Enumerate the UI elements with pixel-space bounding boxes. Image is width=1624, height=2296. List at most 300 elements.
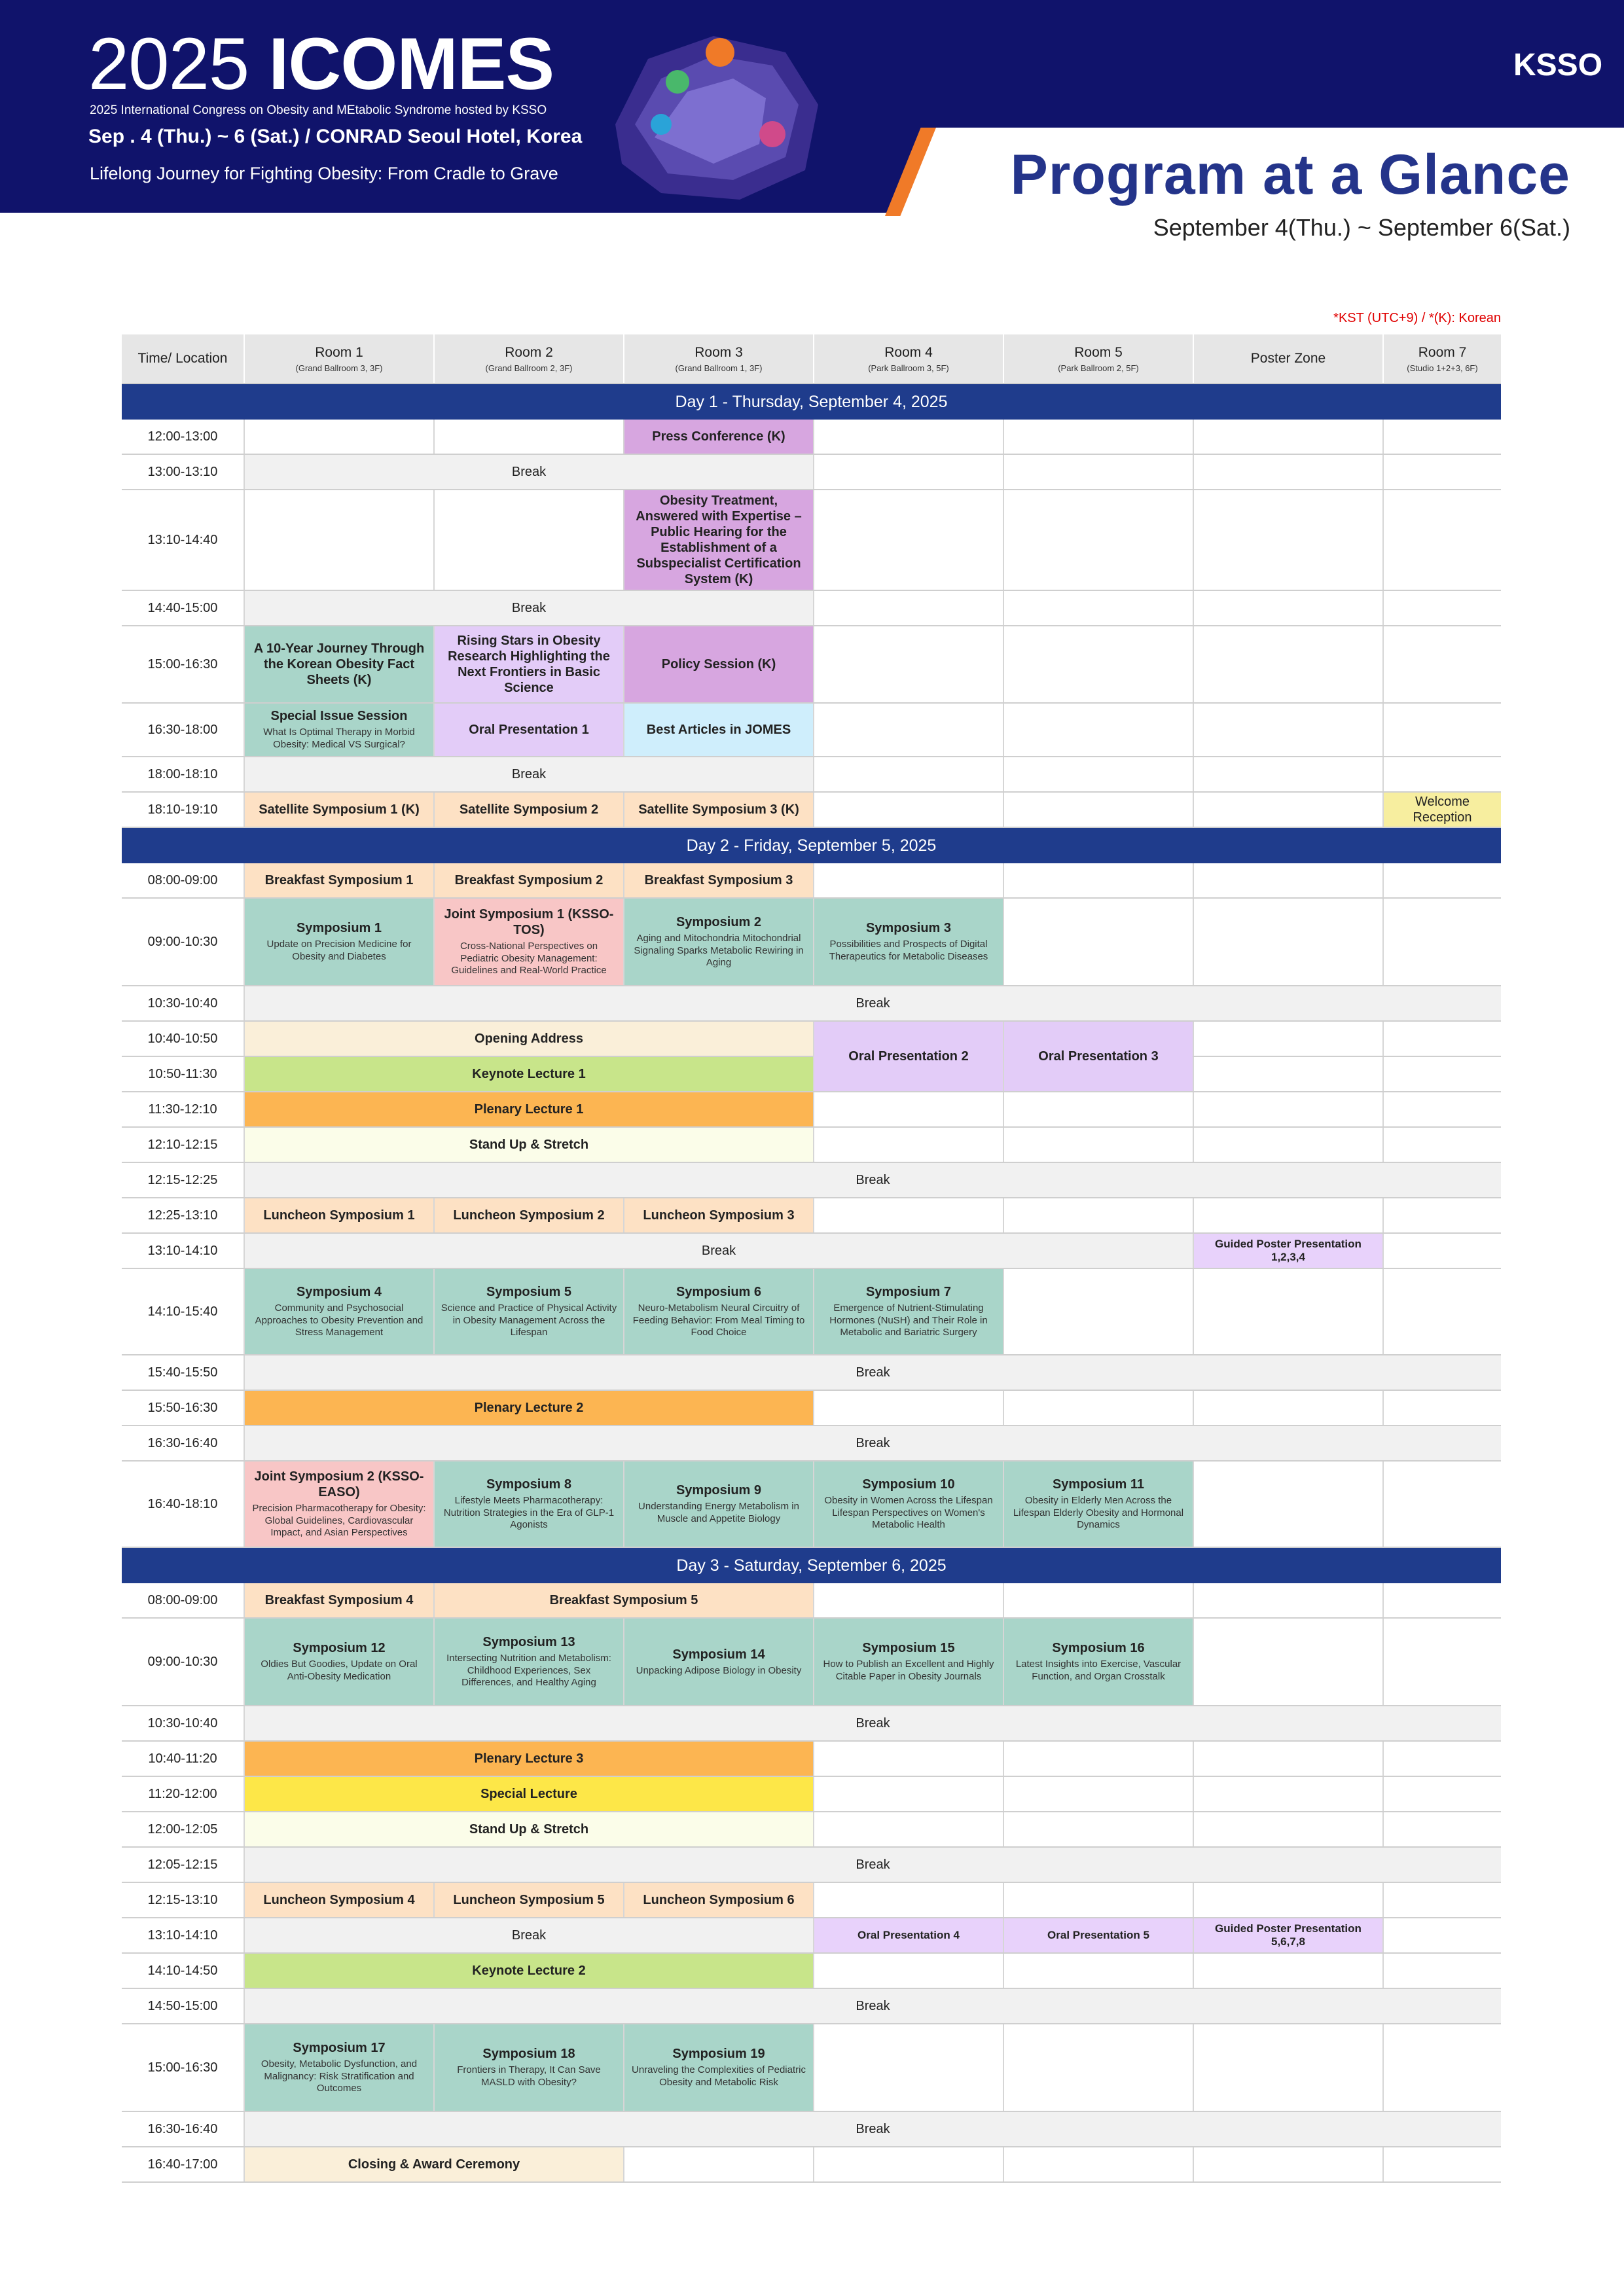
- empty-slot: [813, 1954, 1003, 1988]
- break-slot[interactable]: [244, 1234, 1193, 1268]
- empty-slot: [813, 1777, 1003, 1811]
- session-title: Satellite Symposium 3 (K): [638, 802, 799, 817]
- session-title: Symposium 11: [1052, 1477, 1145, 1492]
- session-cell[interactable]: [244, 1462, 433, 1547]
- empty-slot: [1003, 2024, 1193, 2111]
- session-title: Welcome Reception: [1413, 795, 1472, 825]
- session-cell[interactable]: [1003, 1619, 1193, 1705]
- session-title: Break: [511, 465, 547, 479]
- session-title: Keynote Lecture 1: [472, 1067, 586, 1081]
- session-cell[interactable]: [433, 2024, 623, 2111]
- schedule-row: [122, 1742, 1501, 1777]
- empty-slot: [1003, 1128, 1193, 1162]
- time-slot: 14:10-14:50: [147, 1963, 218, 1978]
- session-title: Luncheon Symposium 5: [453, 1893, 605, 1907]
- session-title: Symposium 7: [865, 1284, 952, 1299]
- session-title: Symposium 17: [293, 2040, 386, 2055]
- session-cell[interactable]: [813, 1619, 1003, 1705]
- empty-slot: [1382, 1777, 1501, 1811]
- empty-slot: [1003, 490, 1193, 590]
- session-subtitle: Intersecting Nutrition and Metabolism: Childhood Experiences, Sex Differences, and Healthy Aging: [446, 1652, 611, 1689]
- obesity-map-illustration: [609, 26, 825, 209]
- time-slot: 12:05-12:15: [147, 1857, 218, 1872]
- empty-slot: [1193, 1742, 1382, 1776]
- column-header: [1003, 334, 1193, 383]
- session-cell[interactable]: [433, 863, 623, 897]
- empty-slot: [1003, 899, 1193, 985]
- column-header: [813, 334, 1003, 383]
- session-title: Satellite Symposium 2: [459, 802, 599, 817]
- empty-slot: [813, 1742, 1003, 1776]
- empty-slot: [1382, 1619, 1501, 1705]
- column-header-name: Room 1: [315, 344, 363, 360]
- schedule-row: [122, 1883, 1501, 1918]
- session-cell[interactable]: [1382, 793, 1501, 827]
- ksso-logo-text: KSSO: [1513, 48, 1603, 82]
- session-title: Symposium 9: [676, 1483, 762, 1498]
- session-cell[interactable]: [433, 1583, 813, 1617]
- session-cell[interactable]: [623, 793, 813, 827]
- session-title: Oral Presentation 4: [857, 1928, 960, 1941]
- empty-slot: [1193, 490, 1382, 590]
- break-slot[interactable]: [244, 986, 1501, 1020]
- empty-slot: [1382, 1462, 1501, 1547]
- session-cell[interactable]: [244, 1022, 813, 1056]
- empty-slot: [1382, 1269, 1501, 1354]
- empty-slot: [1003, 793, 1193, 827]
- schedule-row: [122, 1022, 1501, 1064]
- empty-slot: [1382, 1954, 1501, 1988]
- schedule-row: [122, 1269, 1501, 1355]
- break-slot[interactable]: [244, 1848, 1501, 1882]
- empty-slot: [1382, 591, 1501, 625]
- session-title: Symposium 15: [862, 1641, 955, 1656]
- time-slot: 08:00-09:00: [147, 1592, 218, 1607]
- empty-slot: [1193, 1269, 1382, 1354]
- session-title: Stand Up & Stretch: [469, 1822, 589, 1837]
- session-subtitle: Emergence of Nutrient-Stimulating Hormones (NuSH) and Their Role in Metabolic and Bariatric Surgery: [829, 1302, 988, 1338]
- time-slot: 10:40-11:20: [148, 1751, 217, 1766]
- session-subtitle: Aging and Mitochondria Mitochondrial Signaling Sparks Metabolic Rewiring in Aging: [634, 932, 804, 969]
- session-title: Symposium 18: [482, 2047, 575, 2062]
- break-slot[interactable]: [244, 1918, 813, 1952]
- session-cell[interactable]: [813, 1022, 1003, 1091]
- brand-title: 2025 ICOMES: [88, 23, 554, 105]
- session-title: Keynote Lecture 2: [472, 1964, 586, 1978]
- session-cell[interactable]: [244, 1583, 433, 1617]
- session-cell[interactable]: [623, 626, 813, 702]
- empty-slot: [1003, 2147, 1193, 2181]
- empty-slot: [1003, 1092, 1193, 1126]
- session-title: Oral Presentation 5: [1047, 1928, 1149, 1941]
- schedule-row: [122, 1198, 1501, 1234]
- session-cell[interactable]: [623, 863, 813, 897]
- empty-slot: [433, 420, 623, 454]
- session-cell[interactable]: [1193, 1234, 1382, 1268]
- session-cell[interactable]: [623, 1462, 813, 1547]
- day-header: Day 1 - Thursday, September 4, 2025: [122, 384, 1501, 420]
- session-cell[interactable]: [244, 1742, 813, 1776]
- time-slot: 12:15-13:10: [147, 1892, 218, 1907]
- session-title: Break: [856, 1857, 890, 1872]
- session-cell[interactable]: [813, 1918, 1003, 1952]
- session-subtitle: Obesity in Women Across the Lifespan Lifespan Perspectives on Women's Metabolic Health: [824, 1494, 993, 1531]
- session-title: Special Lecture: [480, 1787, 577, 1801]
- empty-slot: [1003, 757, 1193, 791]
- schedule-row: [122, 757, 1501, 793]
- empty-slot: [1382, 1128, 1501, 1162]
- empty-slot: [1193, 704, 1382, 756]
- session-cell[interactable]: [623, 2024, 813, 2111]
- session-cell[interactable]: [623, 1619, 813, 1705]
- page-dates: September 4(Thu.) ~ September 6(Sat.): [1153, 214, 1570, 241]
- empty-slot: [813, 420, 1003, 454]
- time-slot: 15:00-16:30: [147, 2060, 218, 2075]
- empty-slot: [1003, 863, 1193, 897]
- column-header-name: Room 4: [884, 344, 933, 360]
- time-slot: 12:25-13:10: [147, 1208, 218, 1223]
- schedule-row: [122, 1426, 1501, 1462]
- session-title: Opening Address: [475, 1031, 583, 1046]
- empty-slot: [1382, 757, 1501, 791]
- session-cell[interactable]: [244, 1092, 813, 1126]
- time-slot: 14:10-15:40: [147, 1304, 218, 1319]
- empty-slot: [1003, 1883, 1193, 1917]
- empty-slot: [1382, 1918, 1501, 1952]
- empty-slot: [813, 2147, 1003, 2181]
- column-header: [623, 334, 813, 383]
- session-title: Break: [856, 1716, 890, 1731]
- session-cell[interactable]: [433, 1619, 623, 1705]
- time-slot: 12:15-12:25: [147, 1172, 218, 1187]
- session-title: Symposium 14: [672, 1647, 765, 1662]
- schedule-row: [122, 591, 1501, 626]
- column-header-name: Room 2: [505, 344, 553, 360]
- empty-slot: [1382, 704, 1501, 756]
- empty-slot: [813, 455, 1003, 489]
- session-subtitle: Unraveling the Complexities of Pediatric Obesity and Metabolic Risk: [632, 2064, 806, 2088]
- time-slot: 16:30-18:00: [147, 722, 218, 737]
- time-slot: 08:00-09:00: [147, 872, 218, 888]
- break-slot[interactable]: [244, 455, 813, 489]
- time-slot: 13:10-14:10: [147, 1243, 218, 1258]
- break-slot[interactable]: [244, 1989, 1501, 2023]
- schedule-row: [122, 2024, 1501, 2112]
- break-slot[interactable]: [244, 591, 813, 625]
- time-slot: 13:10-14:40: [147, 532, 218, 547]
- empty-slot: [1382, 1198, 1501, 1232]
- session-title: Press Conference (K): [652, 429, 785, 444]
- session-subtitle: Neuro-Metabolism Neural Circuitry of Feeding Behavior: From Meal Timing to Food Choice: [632, 1302, 805, 1338]
- session-title: Break: [856, 1999, 890, 2013]
- session-cell[interactable]: [244, 793, 433, 827]
- schedule-row: [122, 2112, 1501, 2147]
- empty-slot: [1193, 757, 1382, 791]
- break-slot[interactable]: [244, 1355, 1501, 1390]
- session-title: Break: [701, 1244, 736, 1258]
- time-slot: 16:30-16:40: [147, 1435, 218, 1450]
- session-title: Plenary Lecture 1: [474, 1102, 584, 1117]
- session-cell[interactable]: [1003, 1918, 1193, 1952]
- break-slot[interactable]: [244, 1163, 1501, 1197]
- session-cell[interactable]: [433, 1462, 623, 1547]
- session-title: A 10-Year Journey Through the Korean Obesity Fact Sheets (K): [253, 641, 425, 687]
- session-cell[interactable]: [623, 1883, 813, 1917]
- session-title: Stand Up & Stretch: [469, 1138, 589, 1152]
- time-slot: 11:20-12:00: [148, 1786, 217, 1801]
- session-title: Plenary Lecture 2: [474, 1401, 584, 1415]
- empty-slot: [813, 490, 1003, 590]
- session-title: Symposium 2: [676, 914, 762, 929]
- session-title: Special Issue Session: [270, 709, 408, 724]
- session-cell[interactable]: [623, 704, 813, 756]
- session-cell[interactable]: [244, 2147, 623, 2181]
- empty-slot: [813, 1812, 1003, 1846]
- empty-slot: [1382, 1742, 1501, 1776]
- time-slot: 09:00-10:30: [147, 934, 218, 949]
- empty-slot: [1193, 1583, 1382, 1617]
- session-cell[interactable]: [433, 1269, 623, 1354]
- empty-slot: [1003, 1198, 1193, 1232]
- time-slot: 12:00-12:05: [147, 1821, 218, 1837]
- session-title: Break: [511, 601, 547, 615]
- session-title: Break: [856, 1365, 890, 1380]
- session-cell[interactable]: [244, 1812, 813, 1846]
- time-slot: 09:00-10:30: [147, 1654, 218, 1669]
- schedule-row: [122, 1391, 1501, 1426]
- column-header-name: Room 3: [695, 344, 743, 360]
- day-header: Day 2 - Friday, September 5, 2025: [122, 828, 1501, 863]
- session-title: Symposium 3: [865, 921, 952, 936]
- schedule-row: [122, 1583, 1501, 1619]
- session-title: Break: [856, 2122, 890, 2136]
- session-title: Breakfast Symposium 1: [264, 873, 414, 888]
- session-title: Joint Symposium 1 (KSSO-TOS): [444, 906, 614, 937]
- column-header: [244, 334, 433, 383]
- schedule-row: [122, 1777, 1501, 1812]
- session-subtitle: Oldies But Goodies, Update on Oral Anti-Obesity Medication: [261, 1659, 418, 1682]
- session-title: Luncheon Symposium 3: [643, 1208, 795, 1223]
- empty-slot: [1003, 1812, 1193, 1846]
- session-cell[interactable]: [1003, 1462, 1193, 1547]
- empty-slot: [1003, 1269, 1193, 1354]
- session-cell[interactable]: [244, 863, 433, 897]
- time-slot: 16:40-17:00: [147, 2157, 218, 2172]
- time-slot: 10:30-10:40: [147, 996, 218, 1011]
- session-cell[interactable]: [813, 1269, 1003, 1354]
- session-cell[interactable]: [244, 899, 433, 985]
- empty-slot: [1382, 1234, 1501, 1268]
- empty-slot: [1382, 863, 1501, 897]
- column-header-location: (Grand Ballroom 2, 3F): [485, 363, 573, 373]
- empty-slot: [1382, 1583, 1501, 1617]
- empty-slot: [1193, 2147, 1382, 2181]
- empty-slot: [1003, 1954, 1193, 1988]
- session-cell[interactable]: [1193, 1918, 1382, 1952]
- time-slot: 15:40-15:50: [147, 1365, 218, 1380]
- empty-slot: [1382, 2024, 1501, 2111]
- break-slot[interactable]: [244, 2112, 1501, 2146]
- ksso-logo: [1512, 39, 1603, 92]
- session-title: Symposium 5: [486, 1284, 572, 1299]
- schedule-row: [122, 1234, 1501, 1269]
- time-slot: 10:50-11:30: [148, 1066, 217, 1081]
- session-cell[interactable]: [244, 1269, 433, 1354]
- empty-slot: [1003, 1391, 1193, 1425]
- column-header-location: (Studio 1+2+3, 6F): [1407, 363, 1478, 373]
- event-dates-venue: Sep . 4 (Thu.) ~ 6 (Sat.) / CONRAD Seoul Hotel, Korea: [88, 126, 583, 147]
- session-title: Closing & Award Ceremony: [348, 2157, 520, 2172]
- session-cell[interactable]: [244, 1128, 813, 1162]
- empty-slot: [1193, 1198, 1382, 1232]
- empty-slot: [1382, 420, 1501, 454]
- session-title: Symposium 8: [486, 1477, 572, 1492]
- column-header: [122, 334, 244, 383]
- empty-slot: [813, 1198, 1003, 1232]
- break-slot[interactable]: [244, 1426, 1501, 1460]
- empty-slot: [813, 704, 1003, 756]
- empty-slot: [1193, 420, 1382, 454]
- session-cell[interactable]: [813, 899, 1003, 985]
- column-header-location: (Grand Ballroom 3, 3F): [295, 363, 383, 373]
- empty-slot: [1382, 1092, 1501, 1126]
- time-slot: 14:50-15:00: [147, 1998, 218, 2013]
- column-header-name: Time/ Location: [137, 351, 228, 366]
- schedule-row: [122, 420, 1501, 455]
- schedule-row: [122, 986, 1501, 1022]
- empty-slot: [433, 490, 623, 590]
- day-header: Day 3 - Saturday, September 6, 2025: [122, 1548, 1501, 1583]
- column-header: [433, 334, 623, 383]
- session-cell[interactable]: [244, 2024, 433, 2111]
- session-subtitle: How to Publish an Excellent and Highly Citable Paper in Obesity Journals: [823, 1659, 994, 1682]
- empty-slot: [1193, 1619, 1382, 1705]
- empty-slot: [813, 1128, 1003, 1162]
- schedule-row: [122, 1619, 1501, 1706]
- time-slot: 10:30-10:40: [147, 1715, 218, 1731]
- schedule-row: [122, 1954, 1501, 1989]
- empty-slot: [813, 1391, 1003, 1425]
- empty-slot: [1382, 1022, 1501, 1056]
- session-subtitle: Latest Insights into Exercise, Vascular Function, and Organ Crosstalk: [1015, 1659, 1182, 1682]
- session-cell[interactable]: [1003, 1022, 1193, 1091]
- session-cell[interactable]: [433, 793, 623, 827]
- empty-slot: [813, 1583, 1003, 1617]
- empty-slot: [1193, 455, 1382, 489]
- schedule-row: [122, 1706, 1501, 1742]
- empty-slot: [1193, 1812, 1382, 1846]
- session-cell[interactable]: [433, 626, 623, 702]
- session-title: Satellite Symposium 1 (K): [259, 802, 420, 817]
- session-cell[interactable]: [433, 1198, 623, 1232]
- session-title: Symposium 13: [482, 1634, 575, 1649]
- session-subtitle: Frontiers in Therapy, It Can Save MASLD with Obesity?: [457, 2064, 601, 2088]
- empty-slot: [813, 1092, 1003, 1126]
- session-cell[interactable]: [623, 490, 813, 590]
- schedule-row: [122, 1989, 1501, 2024]
- session-cell[interactable]: [244, 626, 433, 702]
- session-cell[interactable]: [623, 899, 813, 985]
- empty-slot: [1003, 1777, 1193, 1811]
- schedule-row: [122, 455, 1501, 490]
- empty-slot: [1193, 1128, 1382, 1162]
- empty-slot: [1382, 490, 1501, 590]
- session-cell[interactable]: [433, 899, 623, 985]
- session-title: Plenary Lecture 3: [474, 1751, 584, 1766]
- schedule-row: [122, 1092, 1501, 1128]
- session-subtitle: Understanding Energy Metabolism in Muscle and Appetite Biology: [638, 1501, 799, 1524]
- session-cell[interactable]: [813, 1462, 1003, 1547]
- session-subtitle: Obesity, Metabolic Dysfunction, and Malignancy: Risk Stratification and Outcomes: [261, 2058, 418, 2094]
- time-slot: 15:50-16:30: [147, 1400, 218, 1415]
- empty-slot: [1193, 1777, 1382, 1811]
- session-title: Obesity Treatment, Answered with Expertise – Public Hearing for the Establishment of a Subspecialist Certification System (K): [636, 493, 802, 586]
- session-subtitle: Update on Precision Medicine for Obesity and Diabetes: [266, 939, 412, 962]
- session-title: Break: [856, 996, 890, 1011]
- empty-slot: [1193, 1391, 1382, 1425]
- session-cell[interactable]: [623, 420, 813, 454]
- empty-slot: [1193, 2024, 1382, 2111]
- time-slot: 13:10-14:10: [147, 1928, 218, 1943]
- empty-slot: [1193, 899, 1382, 985]
- session-cell[interactable]: [623, 1198, 813, 1232]
- break-slot[interactable]: [244, 757, 813, 791]
- session-cell[interactable]: [244, 1057, 813, 1091]
- session-title: Symposium 12: [293, 1641, 386, 1656]
- column-header: [1193, 334, 1382, 383]
- session-title: Breakfast Symposium 4: [264, 1593, 414, 1607]
- break-slot[interactable]: [244, 1706, 1501, 1740]
- column-header-location: (Grand Ballroom 1, 3F): [675, 363, 763, 373]
- empty-slot: [1382, 1812, 1501, 1846]
- schedule-row: [122, 1462, 1501, 1548]
- session-cell[interactable]: [244, 1198, 433, 1232]
- time-slot: 14:40-15:00: [147, 600, 218, 615]
- session-cell[interactable]: [433, 1883, 623, 1917]
- column-header-location: (Park Ballroom 3, 5F): [868, 363, 949, 373]
- session-title: Symposium 4: [296, 1284, 382, 1299]
- session-subtitle: Precision Pharmacotherapy for Obesity: Global Guidelines, Cardiovascular Impact, and Asian Perspectives: [252, 1502, 426, 1539]
- empty-slot: [1193, 1883, 1382, 1917]
- time-slot: 18:10-19:10: [147, 802, 218, 817]
- time-slot: 10:40-10:50: [147, 1031, 218, 1046]
- empty-slot: [1193, 591, 1382, 625]
- session-cell[interactable]: [433, 704, 623, 756]
- empty-slot: [813, 591, 1003, 625]
- session-title: Luncheon Symposium 4: [263, 1893, 415, 1907]
- session-subtitle: Lifestyle Meets Pharmacotherapy: Nutrition Strategies in the Era of GLP-1 Agonists: [443, 1494, 615, 1531]
- empty-slot: [813, 863, 1003, 897]
- time-slot: 15:00-16:30: [147, 656, 218, 672]
- column-header-name: Poster Zone: [1250, 351, 1326, 366]
- page-title: Program at a Glance: [1010, 143, 1570, 206]
- session-title: Breakfast Symposium 5: [549, 1593, 698, 1607]
- schedule-row: [122, 1848, 1501, 1883]
- session-cell[interactable]: [244, 1391, 813, 1425]
- session-cell[interactable]: [244, 1777, 813, 1811]
- session-cell[interactable]: [244, 1619, 433, 1705]
- schedule-row: [122, 626, 1501, 704]
- column-header-name: Room 7: [1418, 344, 1467, 360]
- time-slot: 11:30-12:10: [148, 1102, 217, 1117]
- time-slot: 12:00-13:00: [147, 429, 218, 444]
- session-cell[interactable]: [623, 1269, 813, 1354]
- session-cell[interactable]: [244, 1883, 433, 1917]
- session-cell[interactable]: [244, 1954, 813, 1988]
- session-cell[interactable]: [244, 704, 433, 756]
- column-header: [1382, 334, 1501, 383]
- time-slot: 18:00-18:10: [147, 766, 218, 781]
